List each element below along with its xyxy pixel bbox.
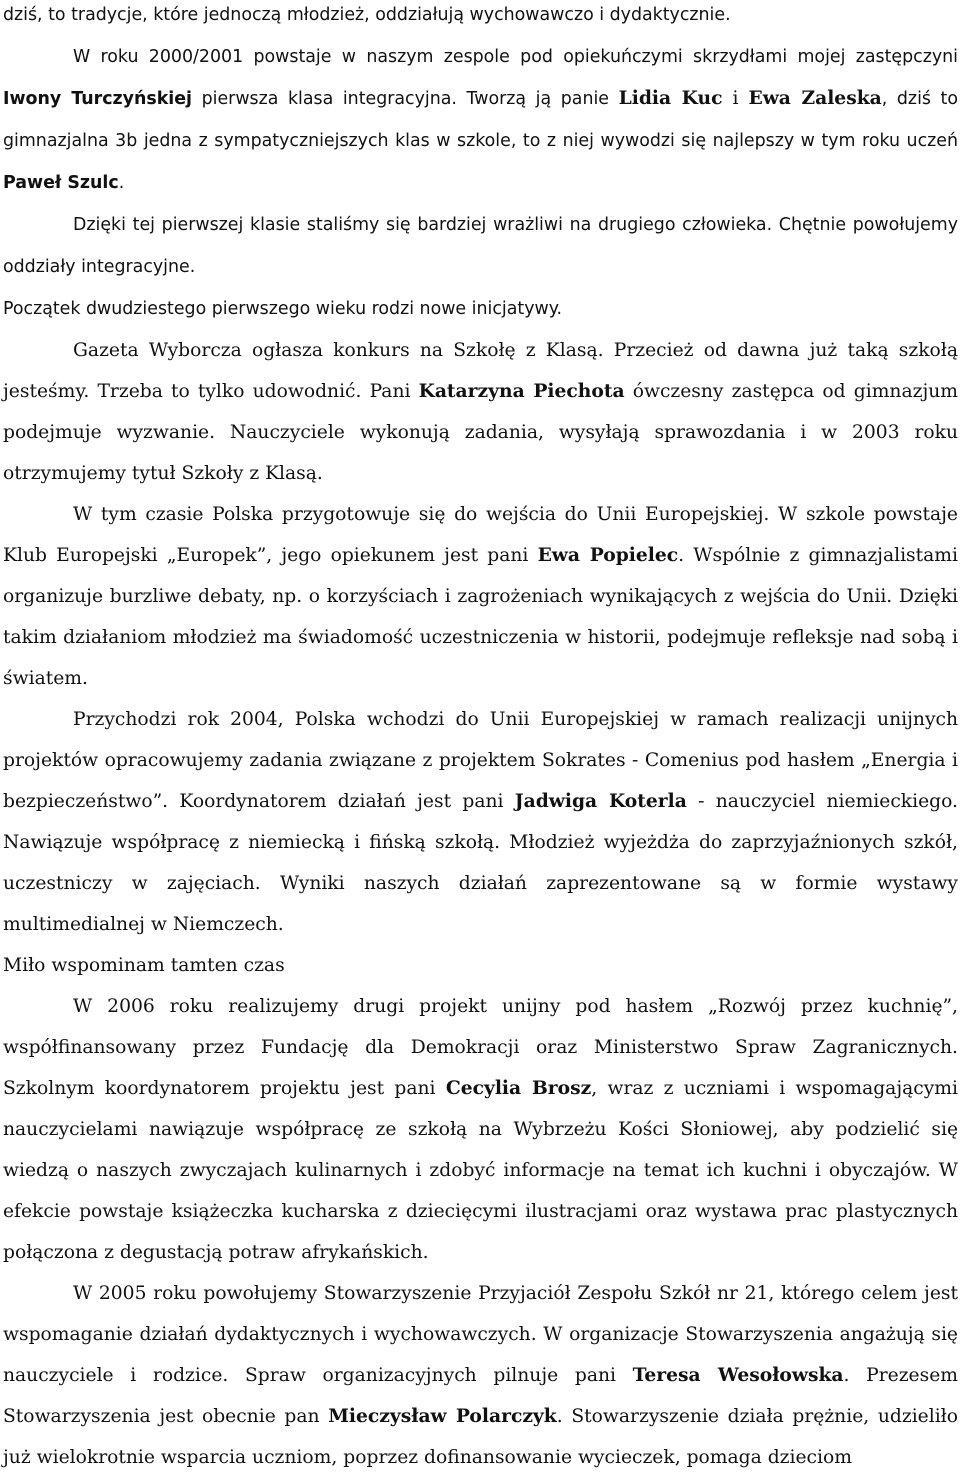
paragraph [3,945,958,986]
bold-name: Ewa Popielec [537,544,679,566]
text-run: Początek dwudziestego pierwszego wieku rodzi nowe inicjatywy. [3,299,563,319]
paragraph [3,1273,958,1478]
text-run: i [722,88,749,109]
bold-name: Iwony Turczyńskiej [3,89,193,109]
text-run: . Stowarzyszenie działa prężnie, udzieliło już wielokrotnie wsparcia uczniom, poprzez dofinansowanie wycieczek, pomaga dzieciom [3,1406,958,1468]
text-run: Miło wspominam tamten czas [3,955,285,976]
bold-name: Cecylia Brosz [445,1077,592,1099]
paragraph [3,494,958,699]
text-run: W tym czasie Polska przygotowuje się do wejścia do Unii Europejskiej. W szkole powstaje Klub Europejski „Europek”, jego opiekunem jest pani [3,504,958,566]
bold-name: Mieczysław Polarczyk [328,1405,557,1427]
text-run: , wraz z uczniami i wspomagającymi nauczycielami nawiązuje współpracę ze szkołą na Wybrzeżu Kości Słoniowej, aby podzielić się wiedzą o naszych zwyczajach kulinarnych i zdobyć informacje na temat ich kuchni i obyczajów. W efekcie powstaje książeczka kucharska z dziecięcymi ilustracjami oraz wystawa prac plastycznych połączona z degustacją potraw afrykańskich. [3,1078,958,1263]
text-run: dziś, to tradycje, które jednoczą młodzież, oddziałują wychowawczo i dydaktycznie. [3,5,731,25]
text-run: W 2006 roku realizujemy drugi projekt unijny pod hasłem „Rozwój przez kuchnię”, współfinansowany przez Fundację dla Demokracji oraz Ministerstwo Spraw Zagranicznych. Szkolnym koordynatorem projektu jest pani [3,996,958,1099]
text-run: . [118,173,125,193]
text-run: Przychodzi rok 2004, Polska wchodzi do Unii Europejskiej w ramach realizacji unijnych projektów opracowujemy zadania związane z projektem Sokrates - Comenius pod hasłem „Energia i bezpieczeństwo”. Koordynatorem działań jest pani [3,709,958,812]
paragraph [3,288,958,330]
text-run: Gazeta Wyborcza ogłasza konkurs na Szkołę z Klasą. [73,340,614,361]
document-body [3,0,958,1478]
paragraph [3,330,958,494]
bold-name: Ewa Zaleska [748,87,882,109]
text-run: - nauczyciel niemieckiego. Nawiązuje współpracę z niemiecką i fińską szkołą. Młodzież wyjeżdża do zaprzyjaźnionych szkół, uczestniczy w zajęciach. Wyniki naszych działań zaprezentowane są w formie wystawy multimedialnej w Niemczech. [3,791,958,935]
paragraph [3,36,958,204]
paragraph [3,204,958,288]
bold-name: Jadwiga Koterla [514,790,687,812]
text-run: Przecież od dawna już taką szkołą jesteśmy. Trzeba to tylko udowodnić. Pani [3,340,959,402]
bold-name: Katarzyna Piechota [418,380,625,402]
text-run: . Prezesem Stowarzyszenia jest obecnie pan [3,1365,958,1427]
bold-name: Teresa Wesołowska [632,1364,844,1386]
text-run: , dziś to gimnazjalna 3b jedna z sympatyczniejszych klas w szkole, to z niej wywodzi się najlepszy w tym roku uczeń [3,89,959,151]
paragraph [3,0,958,36]
text-run: W roku 2000/2001 powstaje w naszym zespole pod opiekuńczymi skrzydłami mojej zastępczyni [73,47,958,67]
bold-name: Paweł Szulc [3,173,119,193]
paragraph [3,986,958,1273]
text-run: ówczesny zastępca od gimnazjum podejmuje wyzwanie. Nauczyciele wykonują zadania, wysyłają sprawozdania i w 2003 roku otrzymujemy tytuł Szkoły z Klasą. [3,381,958,484]
text-run: pierwsza klasa integracyjna. Tworzą ją panie [192,89,619,109]
paragraph [3,699,958,945]
text-run: W 2005 roku powołujemy Stowarzyszenie Przyjaciół Zespołu Szkół nr 21, którego celem jest wspomaganie działań dydaktycznych i wychowawczych. W organizacje Stowarzyszenia angażują się nauczyciele i rodzice. Spraw organizacyjnych pilnuje pani [3,1283,958,1386]
bold-name: Lidia Kuc [618,87,723,109]
text-run: . Wspólnie z gimnazjalistami organizuje burzliwe debaty, np. o korzyściach i zagrożeniach wynikających z wejścia do Unii. Dzięki takim działaniom młodzież ma świadomość uczestniczenia w historii, podejmuje refleksje nad sobą i światem. [3,545,958,689]
text-run: Dzięki tej pierwszej klasie staliśmy się bardziej wrażliwi na drugiego człowieka. Chętnie powołujemy oddziały integracyjne. [3,215,958,277]
